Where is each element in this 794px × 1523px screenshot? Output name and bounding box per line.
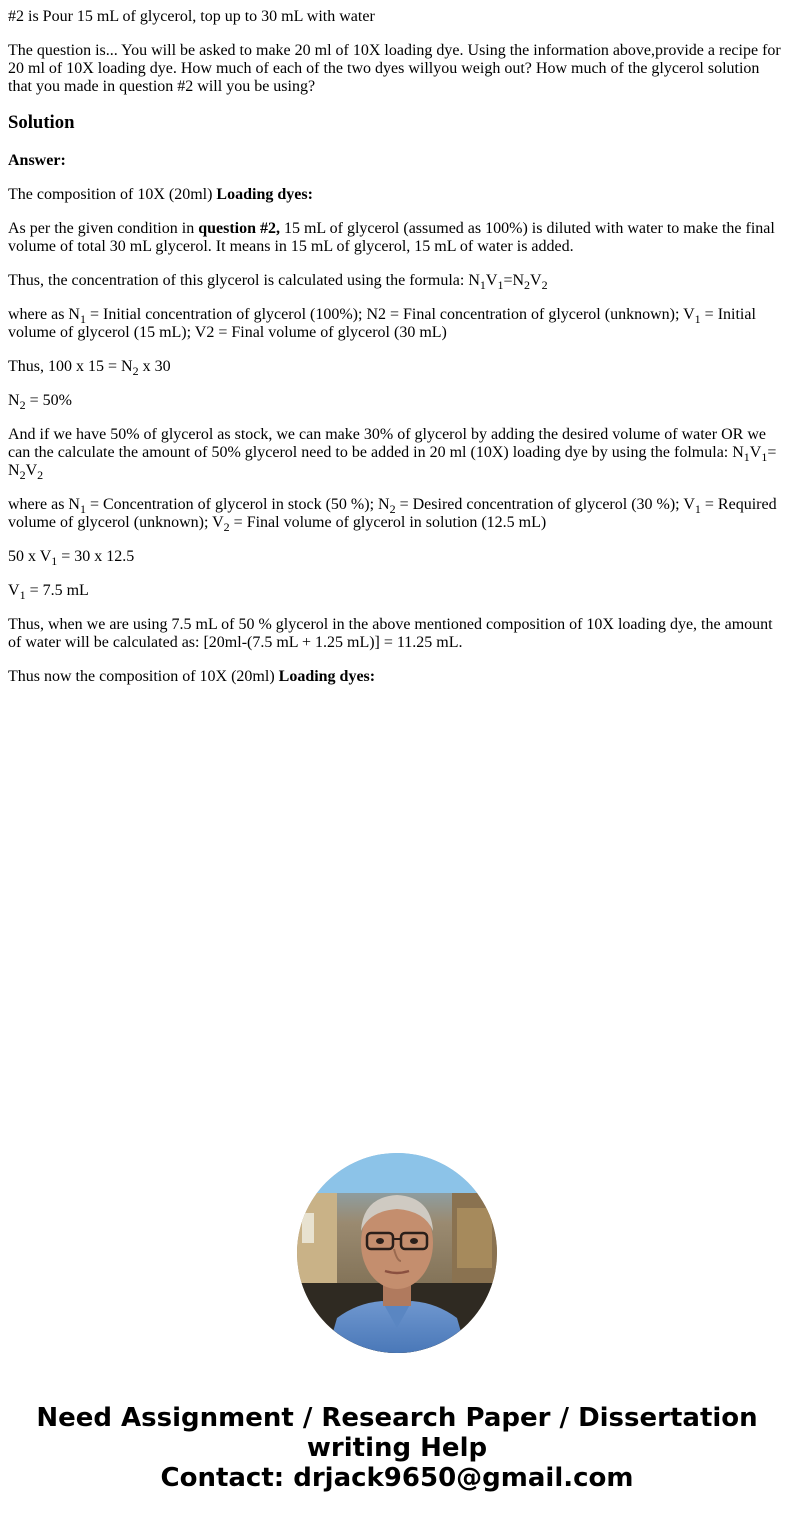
result-text: V [8, 582, 20, 599]
intro-line: #2 is Pour 15 mL of glycerol, top up to 30 mL with water [8, 8, 375, 25]
result-text: = 7.5 mL [25, 582, 89, 599]
formula-subscript: 1 [19, 588, 26, 602]
formula-subscript: 1 [79, 502, 86, 516]
calculation-text: Thus, 100 x 15 = N [8, 358, 133, 375]
result-2 [8, 582, 786, 600]
formula-subscript: 1 [479, 278, 486, 292]
formula-subscript: 1 [79, 312, 86, 326]
avatar-photo [297, 1153, 497, 1353]
definition-text: = Required volume of glycerol (unknown); V [8, 496, 777, 531]
solution-heading: Solution [8, 112, 75, 133]
definition-text: where as N [8, 306, 80, 323]
formula-symbol: V [530, 272, 542, 289]
formula-subscript: 1 [761, 450, 768, 464]
formula-symbol: V [485, 272, 498, 289]
formula-subscript: 2 [389, 502, 396, 516]
formula-subscript: 1 [694, 502, 701, 516]
formula-symbol: = [767, 444, 777, 461]
result-text: = 50% [25, 392, 72, 409]
result-text: N [8, 392, 20, 409]
formula-subscript: 2 [37, 468, 44, 482]
definition-text: = Initial volume of glycerol (15 mL); V2 = Final volume of glycerol (30 mL) [8, 306, 756, 341]
document-body [8, 0, 786, 702]
formula-subscript: 2 [223, 520, 230, 534]
formula-symbol: N [8, 462, 20, 479]
formula-subscript: 1 [694, 312, 701, 326]
formula-subscript: 1 [743, 450, 750, 464]
footer-line-1: Need Assignment / Research Paper / Dissertation [36, 1403, 758, 1433]
result-1 [8, 392, 786, 410]
formula-intro-text: Thus, the concentration of this glycerol is calculated using the formula: [8, 272, 469, 289]
formula-subscript: 2 [524, 278, 531, 292]
stock-text: And if we have 50% of glycerol as stock, we can make 30% of glycerol by adding the desired volume of water OR we can the calculate the amount of 50% glycerol need to be added in 20 ml (10X) loading dye by using the folmula: [8, 426, 766, 461]
loading-dyes-label: Loading dyes: [216, 186, 313, 203]
footer-line-2: writing Help [306, 1433, 488, 1463]
formula-symbol: N [732, 444, 744, 461]
calculation-text: x 30 [138, 358, 171, 375]
condition-text-a: As per the given condition in [8, 220, 199, 237]
footer-contact: Contact: drjack9650@gmail.com [160, 1463, 634, 1493]
answer-label [8, 152, 786, 170]
formula-subscript: 1 [497, 278, 504, 292]
formula-symbol: V [25, 462, 38, 479]
author-avatar [297, 1153, 497, 1353]
definition-text: where as N [8, 496, 80, 513]
definition-text: = Concentration of glycerol in stock (50 %); N [85, 496, 390, 513]
definitions-paragraph-2 [8, 496, 786, 532]
formula-paragraph [8, 272, 786, 290]
loading-dyes-label: Loading dyes: [278, 668, 376, 685]
definition-text: = Desired concentration of glycerol (30 %); V [395, 496, 695, 513]
calculation-1 [8, 358, 786, 376]
water-paragraph: Thus, when we are using 7.5 mL of 50 % glycerol in the above mentioned composition of 10X loading dye, the amount of water will be calculated as: [20ml-(7.5 mL + 1.25 mL)] = 11.25 mL. [8, 616, 773, 651]
calculation-text: 50 x V [8, 548, 52, 565]
definition-text: = Final volume of glycerol in solution (12.5 mL) [229, 514, 547, 531]
condition-paragraph [8, 220, 786, 256]
definitions-paragraph-1 [8, 306, 786, 342]
composition-intro-text: The composition of 10X (20ml) [8, 186, 217, 203]
formula-symbol: N [512, 272, 525, 289]
definition-text: = Initial concentration of glycerol (100%); N2 = Final concentration of glycerol (unknown); V [85, 306, 695, 323]
formula-symbol: = [503, 272, 513, 289]
footer-banner [0, 1403, 794, 1493]
formula-subscript: 1 [51, 554, 58, 568]
formula-symbol: N [468, 272, 480, 289]
composition-final [8, 668, 786, 686]
formula-subscript: 2 [19, 398, 26, 412]
formula-symbol: V [749, 444, 762, 461]
stock-paragraph [8, 426, 786, 480]
calculation-2 [8, 548, 786, 566]
formula-subscript: 2 [132, 364, 139, 378]
condition-question-ref: question #2, [198, 220, 280, 237]
formula-subscript: 2 [19, 468, 26, 482]
composition-intro [8, 186, 786, 204]
composition-final-text: Thus now the composition of 10X (20ml) [8, 668, 279, 685]
calculation-text: = 30 x 12.5 [57, 548, 135, 565]
formula-subscript: 2 [541, 278, 548, 292]
question-text: The question is... You will be asked to make 20 ml of 10X loading dye. Using the information above,provide a recipe for 20 ml of 10X loading dye. How much of each of the two dyes willyou weigh out? How much of the glycerol solution that you made in question #2 will you be using? [8, 42, 781, 95]
answer-label-text: Answer: [8, 152, 66, 169]
condition-text-b: 15 mL of glycerol (assumed as 100%) is diluted with water to make the final volume of total 30 mL glycerol. It means in 15 mL of glycerol, 15 mL of water is added. [8, 220, 775, 255]
